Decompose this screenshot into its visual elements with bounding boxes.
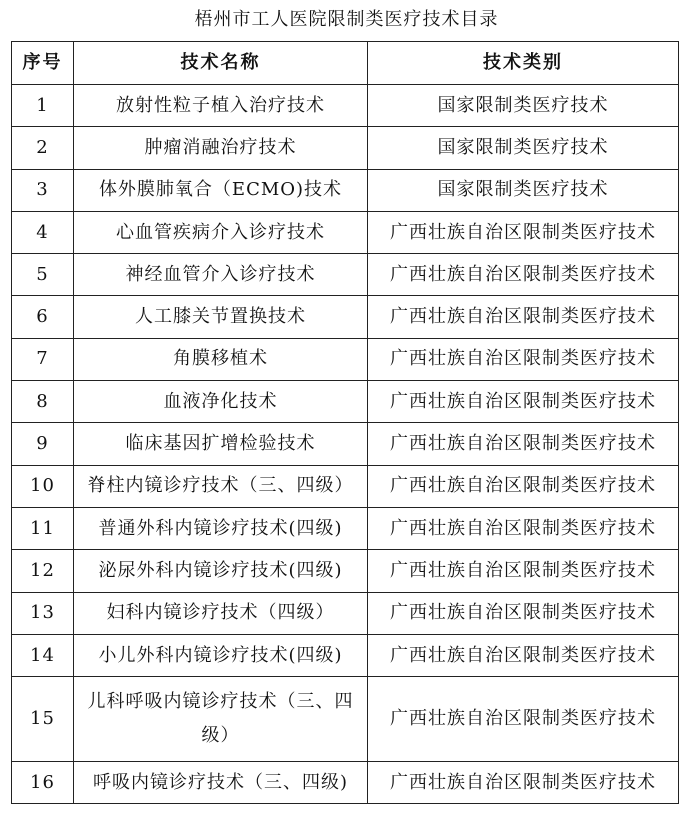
row-name: 临床基因扩增检验技术 xyxy=(74,423,368,465)
row-index: 5 xyxy=(12,254,74,296)
row-name: 角膜移植术 xyxy=(74,338,368,380)
table-row xyxy=(12,677,679,762)
row-index: 2 xyxy=(12,127,74,169)
row-name: 血液净化技术 xyxy=(74,381,368,423)
header-name: 技术名称 xyxy=(74,42,368,85)
row-index: 4 xyxy=(12,211,74,253)
table-row xyxy=(12,550,679,592)
table-row xyxy=(12,85,679,127)
row-name: 体外膜肺氧合（ECMO)技术 xyxy=(74,169,368,211)
table-row xyxy=(12,254,679,296)
row-name: 肿瘤消融治疗技术 xyxy=(74,127,368,169)
row-index: 11 xyxy=(12,507,74,549)
row-name: 神经血管介入诊疗技术 xyxy=(74,254,368,296)
row-category: 广西壮族自治区限制类医疗技术 xyxy=(368,592,679,634)
row-index: 6 xyxy=(12,296,74,338)
row-category: 广西壮族自治区限制类医疗技术 xyxy=(368,507,679,549)
row-category: 广西壮族自治区限制类医疗技术 xyxy=(368,677,679,762)
row-category: 广西壮族自治区限制类医疗技术 xyxy=(368,634,679,676)
row-category: 国家限制类医疗技术 xyxy=(368,85,679,127)
row-index: 13 xyxy=(12,592,74,634)
table-row xyxy=(12,169,679,211)
row-index: 16 xyxy=(12,762,74,804)
row-category: 广西壮族自治区限制类医疗技术 xyxy=(368,381,679,423)
table-row xyxy=(12,762,679,804)
table-header xyxy=(12,42,679,85)
row-index: 12 xyxy=(12,550,74,592)
row-category: 广西壮族自治区限制类医疗技术 xyxy=(368,465,679,507)
row-index: 9 xyxy=(12,423,74,465)
table-row xyxy=(12,507,679,549)
row-index: 3 xyxy=(12,169,74,211)
row-category: 广西壮族自治区限制类医疗技术 xyxy=(368,296,679,338)
row-index: 7 xyxy=(12,338,74,380)
table-row xyxy=(12,592,679,634)
row-category: 广西壮族自治区限制类医疗技术 xyxy=(368,762,679,804)
table-row xyxy=(12,127,679,169)
row-name: 人工膝关节置换技术 xyxy=(74,296,368,338)
table-row xyxy=(12,381,679,423)
row-category: 国家限制类医疗技术 xyxy=(368,169,679,211)
table-row xyxy=(12,465,679,507)
row-index: 14 xyxy=(12,634,74,676)
row-index: 10 xyxy=(12,465,74,507)
row-name: 泌尿外科内镜诊疗技术(四级) xyxy=(74,550,368,592)
technology-table xyxy=(11,41,679,804)
header-category: 技术类别 xyxy=(368,42,679,85)
header-index: 序号 xyxy=(12,42,74,85)
row-index: 8 xyxy=(12,381,74,423)
table-row xyxy=(12,211,679,253)
row-name: 放射性粒子植入治疗技术 xyxy=(74,85,368,127)
row-category: 广西壮族自治区限制类医疗技术 xyxy=(368,211,679,253)
row-name: 脊柱内镜诊疗技术（三、四级） xyxy=(74,465,368,507)
row-name: 儿科呼吸内镜诊疗技术（三、四级） xyxy=(74,677,368,762)
table-row xyxy=(12,338,679,380)
row-name: 心血管疾病介入诊疗技术 xyxy=(74,211,368,253)
row-category: 国家限制类医疗技术 xyxy=(368,127,679,169)
row-name: 妇科内镜诊疗技术（四级） xyxy=(74,592,368,634)
table-body xyxy=(12,85,679,804)
row-category: 广西壮族自治区限制类医疗技术 xyxy=(368,338,679,380)
row-name: 呼吸内镜诊疗技术（三、四级) xyxy=(74,762,368,804)
row-category: 广西壮族自治区限制类医疗技术 xyxy=(368,550,679,592)
row-category: 广西壮族自治区限制类医疗技术 xyxy=(368,423,679,465)
header-row xyxy=(12,42,679,85)
table-row xyxy=(12,296,679,338)
table-row xyxy=(12,634,679,676)
row-category: 广西壮族自治区限制类医疗技术 xyxy=(368,254,679,296)
row-index: 1 xyxy=(12,85,74,127)
table-row xyxy=(12,423,679,465)
row-name: 普通外科内镜诊疗技术(四级) xyxy=(74,507,368,549)
row-name: 小儿外科内镜诊疗技术(四级) xyxy=(74,634,368,676)
page-title: 梧州市工人医院限制类医疗技术目录 xyxy=(194,9,499,30)
row-index: 15 xyxy=(12,677,74,762)
